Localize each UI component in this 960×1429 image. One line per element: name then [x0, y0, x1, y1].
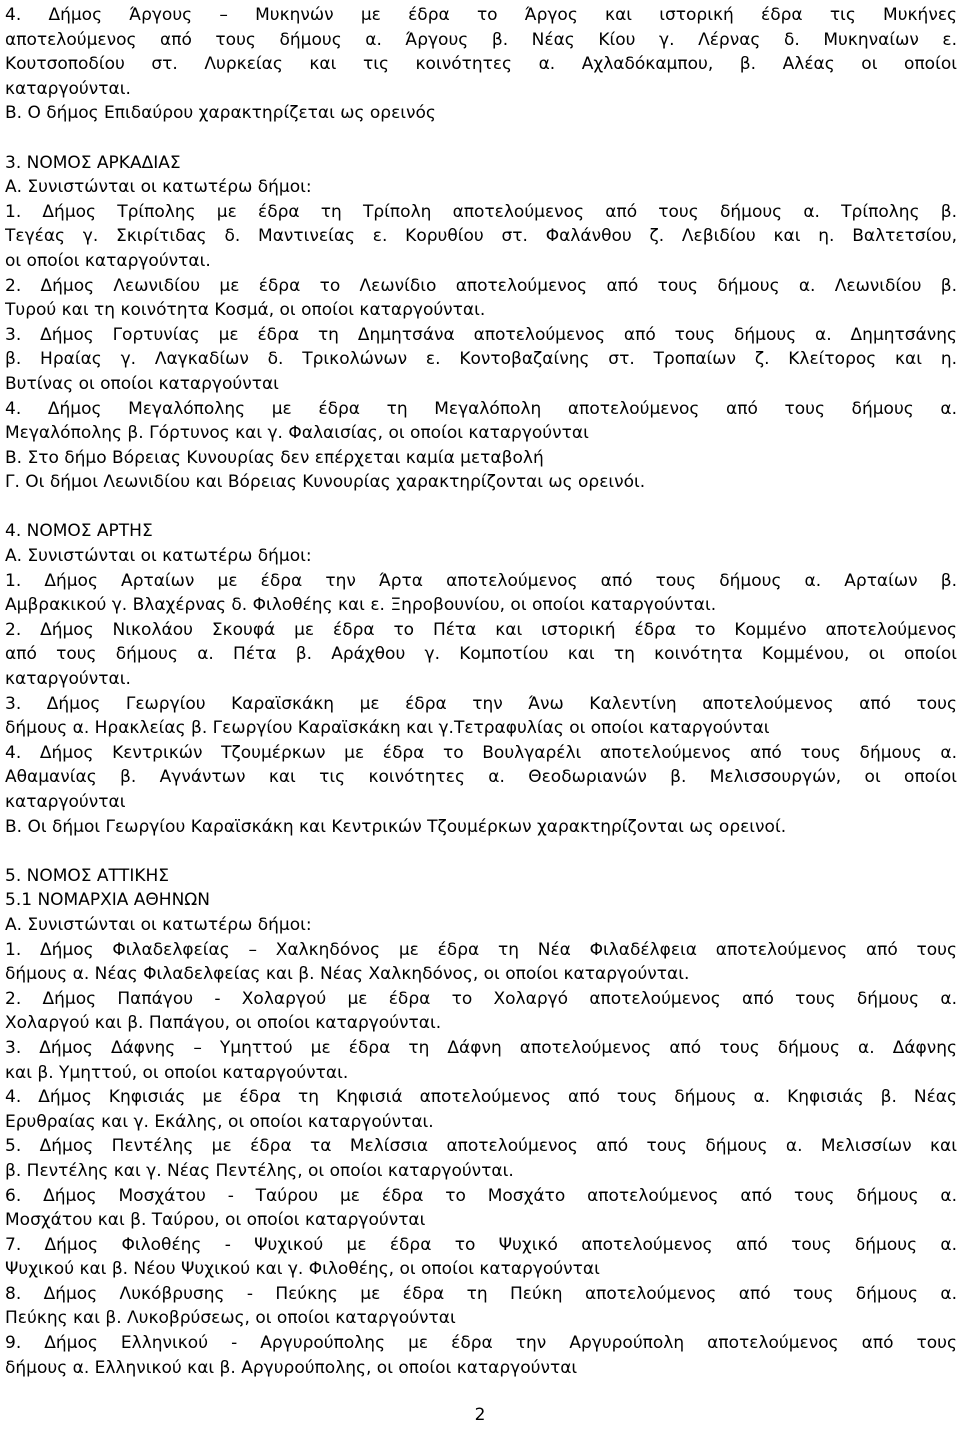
blank-line	[5, 839, 957, 864]
text-line: 2. Δήμος Λεωνιδίου με έδρα το Λεωνίδιο αποτελούμενος από τους δήμους α. Λεωνιδίου β.	[5, 275, 957, 296]
text-line: Κουτσοποδίου στ. Λυρκείας και τις κοινότητες α. Αχλαδόκαμπου, β. Αλέας οι οποίοι	[5, 54, 957, 75]
document-body	[5, 3, 957, 1380]
text-line: 5. ΝΟΜΟΣ ΑΤΤΙΚΗΣ	[5, 865, 169, 886]
text-line: Τεγέας γ. Σκιρίτιδας δ. Μαντινείας ε. Κορυθίου στ. Φαλάνθου ζ. Λεβιδίου και η. Βαλτετσίου,	[5, 226, 957, 247]
text-line: 3. Δήμος Γεωργίου Καραϊσκάκη με έδρα την Άνω Καλεντίνη αποτελούμενος από τους	[5, 693, 957, 714]
text-line: Αμβρακικού γ. Βλαχέρνας δ. Φιλοθέης και ε. Ξηροβουνίου, οι οποίοι καταργούνται.	[5, 595, 717, 616]
text-line: Μεγαλόπολης β. Γόρτυνος και γ. Φαλαισίας, οι οποίοι καταργούνται	[5, 423, 589, 444]
text-line: 2. Δήμος Παπάγου - Χολαργού με έδρα το Χολαργό αποτελούμενος από τους δήμους α.	[5, 988, 957, 1009]
text-line: β. Πεντέλης και γ. Νέας Πεντέλης, οι οποίοι καταργούνται.	[5, 1160, 514, 1181]
text-line: 9. Δήμος Ελληνικού - Αργυρούπολης με έδρα την Αργυρούπολη αποτελούμενος από τους	[5, 1333, 957, 1354]
text-line: 1. Δήμος Φιλαδελφείας – Χαλκηδόνος με έδρα τη Νέα Φιλαδέλφεια αποτελούμενος από τους	[5, 939, 957, 960]
text-line: Πεύκης και β. Λυκοβρύσεως, οι οποίοι καταργούνται	[5, 1308, 456, 1329]
text-line: Β. Στο δήμο Βόρειας Κυνουρίας δεν επέρχεται καμία μεταβολή	[5, 447, 544, 468]
text-line: και β. Υμηττού, οι οποίοι καταργούνται.	[5, 1062, 349, 1083]
text-line: 7. Δήμος Φιλοθέης - Ψυχικού με έδρα το Ψυχικό αποτελούμενος από τους δήμους α.	[5, 1234, 957, 1255]
text-line: 4. ΝΟΜΟΣ ΑΡΤΗΣ	[5, 521, 153, 542]
text-line: 8. Δήμος Λυκόβρυσης - Πεύκης με έδρα τη Πεύκη αποτελούμενος από τους δήμους α.	[5, 1283, 957, 1304]
text-line: καταργούνται.	[5, 669, 131, 690]
text-line: δήμους α. Ελληνικού και β. Αργυρούπολης, οι οποίοι καταργούνται	[5, 1357, 578, 1378]
blank-line	[5, 126, 957, 151]
text-line: Τυρού και τη κοινότητα Κοσμά, οι οποίοι καταργούνται.	[5, 300, 486, 321]
text-line: δήμους α. Ηρακλείας β. Γεωργίου Καραϊσκάκη και γ.Τετραφυλίας οι οποίοι καταργούνται	[5, 718, 770, 739]
text-line: β. Ηραίας γ. Λαγκαδίων δ. Τρικολώνων ε. Κοντοβαζαίνης στ. Τροπαίων ζ. Κλείτορος και η.	[5, 349, 957, 370]
text-line: Μοσχάτου και β. Ταύρου, οι οποίοι καταργούνται	[5, 1210, 426, 1231]
text-line: καταργούνται.	[5, 78, 131, 99]
text-line: Α. Συνιστώνται οι κατωτέρω δήμοι:	[5, 914, 312, 935]
blank-line	[5, 495, 957, 520]
text-line: 3. ΝΟΜΟΣ ΑΡΚΑΔΙΑΣ	[5, 152, 181, 173]
text-line: 6. Δήμος Μοσχάτου - Ταύρου με έδρα το Μοσχάτο αποτελούμενος από τους δήμους α.	[5, 1185, 957, 1206]
text-line: 4. Δήμος Κηφισιάς με έδρα τη Κηφισιά αποτελούμενος από τους δήμους α. Κηφισιάς β. Νέας	[5, 1087, 957, 1108]
text-line: Ψυχικού και β. Νέου Ψυχικού και γ. Φιλοθέης, οι οποίοι καταργούνται	[5, 1259, 600, 1280]
page-number: 2	[474, 1405, 486, 1425]
text-line: Βυτίνας οι οποίοι καταργούνται	[5, 373, 279, 394]
text-line: οι οποίοι καταργούνται.	[5, 250, 211, 271]
text-line: από τους δήμους α. Πέτα β. Αράχθου γ. Κομποτίου και τη κοινότητα Κομμένου, οι οποίοι	[5, 644, 957, 665]
text-line: Χολαργού και β. Παπάγου, οι οποίοι καταργούνται.	[5, 1013, 442, 1034]
text-line: Ερυθραίας και γ. Εκάλης, οι οποίοι καταργούνται.	[5, 1111, 434, 1132]
text-line: 3. Δήμος Δάφνης – Υμηττού με έδρα τη Δάφνη αποτελούμενος από τους δήμους α. Δάφνης	[5, 1037, 957, 1058]
text-line: καταργούνται	[5, 792, 126, 812]
text-line: 2. Δήμος Νικολάου Σκουφά με έδρα το Πέτα και ιστορική έδρα το Κομμένο αποτελούμενος	[5, 619, 957, 640]
text-line: 5.1 ΝΟΜΑΡΧΙΑ ΑΘΗΝΩΝ	[5, 890, 210, 911]
text-line: 4. Δήμος Άργους – Μυκηνών με έδρα το Άργος και ιστορική έδρα τις Μυκήνες	[5, 5, 957, 25]
text-line: Α. Συνιστώνται οι κατωτέρω δήμοι:	[5, 177, 312, 198]
text-line: Β. Οι δήμοι Γεωργίου Καραϊσκάκη και Κεντρικών Τζουμέρκων χαρακτηρίζονται ως ορεινοί.	[5, 816, 787, 837]
text-line: 3. Δήμος Γορτυνίας με έδρα τη Δημητσάνα αποτελούμενος από τους δήμους α. Δημητσάνης	[5, 324, 957, 345]
text-line: Γ. Οι δήμοι Λεωνιδίου και Βόρειας Κυνουρίας χαρακτηρίζονται ως ορεινόι.	[5, 472, 646, 493]
text-line: 1. Δήμος Τρίπολης με έδρα τη Τρίπολη αποτελούμενος από τους δήμους α. Τρίπολης β.	[5, 201, 957, 222]
text-line: 5. Δήμος Πεντέλης με έδρα τα Μελίσσια αποτελούμενος από τους δήμους α. Μελισσίων και	[5, 1136, 957, 1157]
text-line: δήμους α. Νέας Φιλαδελφείας και β. Νέας Χαλκηδόνος, οι οποίοι καταργούνται.	[5, 964, 690, 985]
text-line: 1. Δήμος Αρταίων με έδρα την Άρτα αποτελούμενος από τους δήμους α. Αρταίων β.	[5, 570, 957, 591]
text-line: Αθαμανίας β. Αγνάντων και τις κοινότητες α. Θεοδωριανών β. Μελισσουργών, οι οποίοι	[5, 767, 957, 788]
text-line: αποτελούμενος από τους δήμους α. Άργους β. Νέας Κίου γ. Λέρνας δ. Μυκηναίων ε.	[5, 29, 957, 50]
text-line: 4. Δήμος Μεγαλόπολης με έδρα τη Μεγαλόπολη αποτελούμενος από τους δήμους α.	[5, 398, 957, 419]
text-line: Α. Συνιστώνται οι κατωτέρω δήμοι:	[5, 546, 312, 567]
text-line: 4. Δήμος Κεντρικών Τζουμέρκων με έδρα το Βουλγαρέλι αποτελούμενος από τους δήμους α.	[5, 742, 957, 763]
text-line: Β. Ο δήμος Επιδαύρου χαρακτηρίζεται ως ορεινός	[5, 103, 436, 124]
